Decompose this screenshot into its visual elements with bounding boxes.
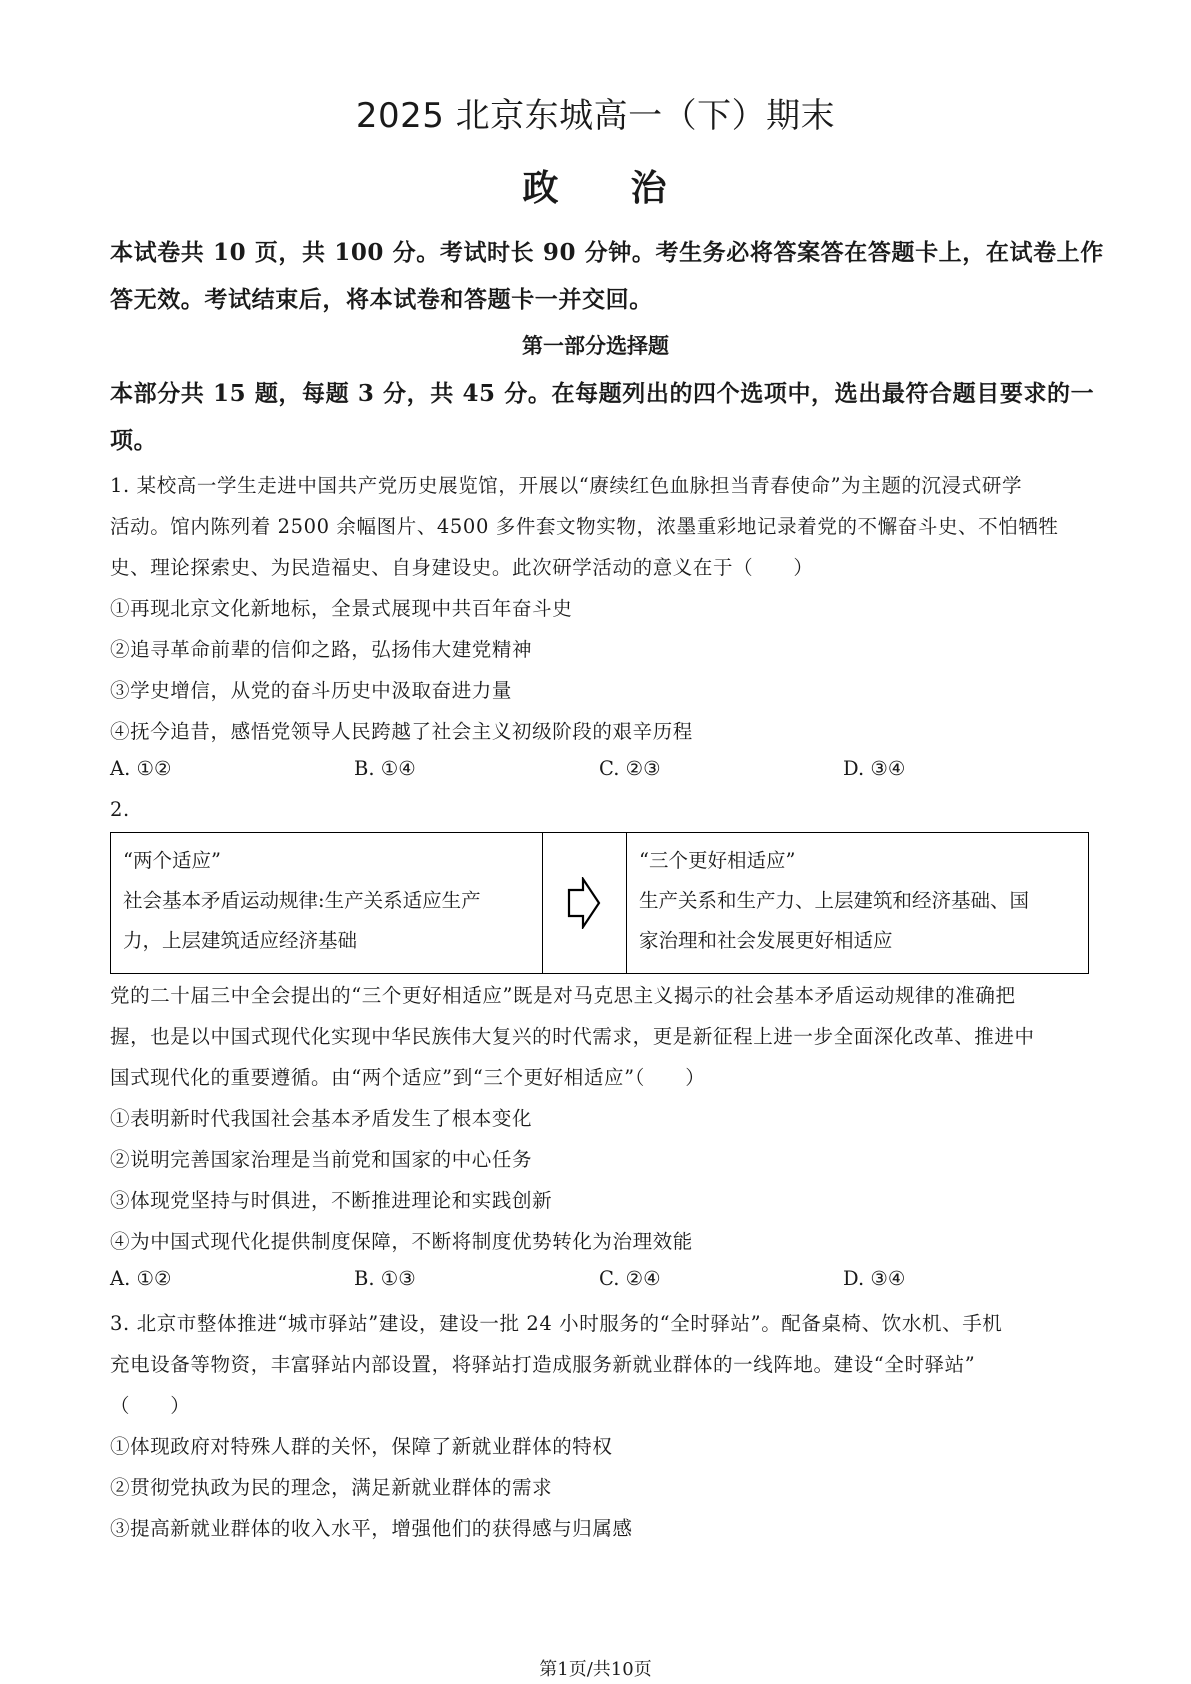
q1-stem-line: 1. 某校高一学生走进中国共产党历史展览馆，开展以“赓续红色血脉担当青春使命”为主题的沉浸式研学 (110, 474, 1023, 497)
subject-char-1: 政 (522, 168, 561, 209)
diagram-left-cell (111, 833, 543, 973)
q2-option-a: A. ①② (110, 1267, 172, 1290)
q2-stem-line: 国式现代化的重要遵循。由“两个适应”到“三个更好相适应”（ ） (110, 1066, 706, 1089)
q2-stem-line: 党的二十届三中全会提出的“三个更好相适应”既是对马克思主义揭示的社会基本矛盾运动规律的准确把 (110, 984, 1016, 1007)
exam-title: 2025 北京东城高一（下）期末 (355, 96, 836, 136)
q2-option-d: D. ③④ (843, 1267, 906, 1290)
q2-item: ③体现党坚持与时俱进，不断推进理论和实践创新 (110, 1189, 553, 1212)
q1-option-a: A. ①② (110, 757, 172, 780)
subject-title (0, 160, 1191, 211)
section-heading: 第一部分选择题 (522, 333, 669, 358)
diagram-left-title: “两个适应” (123, 849, 221, 872)
diagram-left-text: 力，上层建筑适应经济基础 (123, 929, 358, 952)
q3-stem-line: （ ） (110, 1394, 191, 1417)
arrow-right-icon (567, 877, 601, 929)
q2-item: ②说明完善国家治理是当前党和国家的中心任务 (110, 1148, 533, 1171)
page-number: 第1页/共10页 (539, 1659, 652, 1680)
q2-option-b: B. ①③ (354, 1267, 416, 1290)
subject-char-2: 治 (630, 168, 669, 209)
q3-item: ②贯彻党执政为民的理念，满足新就业群体的需求 (110, 1476, 553, 1499)
q2-diagram-table (110, 832, 1089, 974)
q1-item: ①再现北京文化新地标，全景式展现中共百年奋斗史 (110, 597, 573, 620)
q1-item: ②追寻革命前辈的信仰之路，弘扬伟大建党精神 (110, 638, 533, 661)
q1-stem-line: 活动。馆内陈列着 2500 余幅图片、4500 多件套文物实物，浓墨重彩地记录着党的不懈奋斗史、不怕牺牲 (110, 515, 1059, 538)
q2-item: ①表明新时代我国社会基本矛盾发生了根本变化 (110, 1107, 533, 1130)
q1-stem-line: 史、理论探索史、为民造福史、自身建设史。此次研学活动的意义在于（ ） (110, 556, 814, 579)
q1-item: ③学史增信，从党的奋斗历史中汲取奋进力量 (110, 679, 513, 702)
section-desc-line-1: 本部分共 15 题，每题 3 分，共 45 分。在每题列出的四个选项中，选出最符合题目要求的一 (110, 380, 1095, 407)
q2-option-c: C. ②④ (599, 1267, 661, 1290)
q3-stem-line: 3. 北京市整体推进“城市驿站”建设，建设一批 24 小时服务的“全时驿站”。配备桌椅、饮水机、手机 (110, 1312, 1003, 1335)
q3-item: ①体现政府对特殊人群的关怀，保障了新就业群体的特权 (110, 1435, 613, 1458)
q1-option-d: D. ③④ (843, 757, 906, 780)
diagram-right-text: 生产关系和生产力、上层建筑和经济基础、国 (639, 889, 1030, 912)
instructions-line-1: 本试卷共 10 页，共 100 分。考试时长 90 分钟。考生务必将答案答在答题卡上，在试卷上作 (110, 239, 1104, 266)
diagram-arrow-cell (543, 833, 627, 973)
diagram-right-cell (627, 833, 1088, 973)
section-desc-line-2: 项。 (110, 427, 158, 454)
q3-item: ③提高新就业群体的收入水平，增强他们的获得感与归属感 (110, 1517, 633, 1540)
q1-item: ④抚今追昔，感悟党领导人民跨越了社会主义初级阶段的艰辛历程 (110, 720, 693, 743)
q2-stem-line: 握，也是以中国式现代化实现中华民族伟大复兴的时代需求，更是新征程上进一步全面深化改革、推进中 (110, 1025, 1035, 1048)
q1-option-c: C. ②③ (599, 757, 661, 780)
instructions-line-2: 答无效。考试结束后，将本试卷和答题卡一并交回。 (110, 286, 653, 313)
q3-stem-line: 充电设备等物资，丰富驿站内部设置，将驿站打造成服务新就业群体的一线阵地。建设“全时驿站” (110, 1353, 976, 1376)
q2-item: ④为中国式现代化提供制度保障，不断将制度优势转化为治理效能 (110, 1230, 693, 1253)
q1-option-b: B. ①④ (354, 757, 416, 780)
diagram-right-text: 家治理和社会发展更好相适应 (639, 929, 893, 952)
diagram-left-text: 社会基本矛盾运动规律:生产关系适应生产 (123, 889, 481, 912)
diagram-right-title: “三个更好相适应” (639, 849, 796, 872)
q2-number: 2. (110, 798, 130, 821)
